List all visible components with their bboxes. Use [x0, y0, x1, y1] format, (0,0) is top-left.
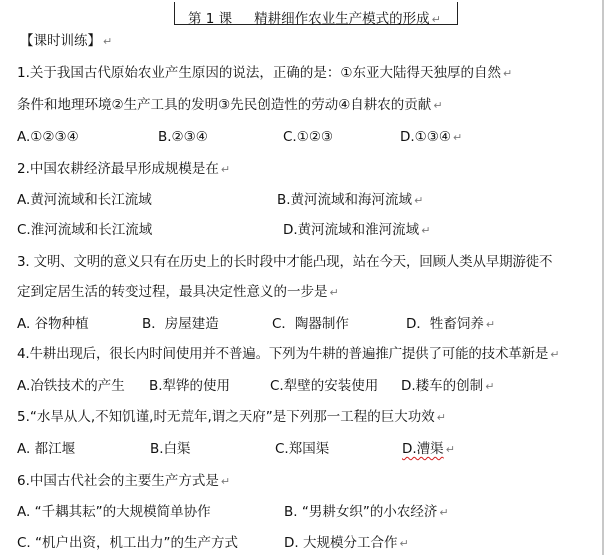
q4-option-c: C.犁壁的安装使用 [270, 378, 379, 394]
paragraph-mark-icon: ↵ [445, 443, 455, 456]
q6-option-c: C. “机户出资，机工出力”的生产方式 [17, 535, 238, 551]
q1-option-b: B.②③④ [158, 129, 208, 145]
q1-option-c: C.①②③ [283, 129, 334, 145]
paragraph-mark-icon: ↵ [220, 163, 231, 176]
q2-option-b: B.黄河流域和海河流域 ↵ [277, 192, 424, 208]
lesson-number: 第 1 课 [188, 11, 233, 27]
q4-stem: 4.牛耕出现后，很长内时间使用并不普遍。下列为牛耕的普遍推广提供了可能的技术革新是 ↵ [17, 346, 560, 362]
q6-option-d: D. 大规模分工合作 ↵ [284, 535, 409, 551]
q2-stem: 2.中国农耕经济最早形成规模是在 ↵ [17, 161, 231, 177]
q1-option-d: D.①③④ ↵ [400, 129, 463, 145]
paragraph-mark-icon: ↵ [399, 537, 409, 550]
q1-stem-line-2: 条件和地理环境②生产工具的发明③先民创造性的劳动④自耕农的贡献 ↵ [17, 97, 443, 113]
q4-option-d: D.耧车的创制 ↵ [401, 378, 495, 394]
paragraph-mark-icon: ↵ [414, 194, 424, 207]
paragraph-mark-icon: ↵ [329, 286, 339, 299]
q2-option-c: C.淮河流域和长江流域 [17, 222, 153, 238]
q3-option-a: A. 谷物种植 [17, 316, 89, 332]
paragraph-mark-icon: ↵ [550, 348, 560, 361]
q5-option-d: D.漕渠 ↵ [402, 441, 455, 457]
q3-option-d: D．牲畜饲养 ↵ [406, 316, 496, 332]
q3-stem-line-1: 3. 文明、文明的意义只有在历史上的长时段中才能凸现，站在今天，回顾人类从早期游徙不 [17, 254, 553, 270]
q2-option-a: A.黄河流域和长江流域 [17, 192, 152, 208]
paragraph-mark-icon: ↵ [439, 506, 449, 519]
q6-option-b: B. “男耕女织”的小农经济 ↵ [284, 504, 449, 520]
q6-option-a: A. “千耦其耘”的大规模简单协作 [17, 504, 211, 520]
paragraph-mark-icon: ↵ [502, 67, 513, 80]
paragraph-mark-icon: ↵ [485, 380, 495, 393]
paragraph-mark-icon: ↵ [436, 411, 446, 424]
q1-stem-line-1: 1.关于我国古代原始农业产生原因的说法，正确的是：①东亚大陆得天独厚的自然 ↵ [17, 65, 513, 81]
q5-stem: 5.“水旱从人,不知饥谨,时无荒年,谓之天府”是下列那一工程的巨大功效 ↵ [17, 409, 446, 425]
page-title [188, 7, 441, 27]
q5-option-b: B.白渠 [150, 441, 191, 457]
paragraph-mark-icon: ↵ [103, 35, 113, 48]
paragraph-mark-icon: ↵ [220, 475, 231, 488]
paragraph-mark-icon: ↵ [485, 318, 496, 331]
paragraph-mark-icon: ↵ [421, 224, 431, 237]
q4-option-a: A.冶铁技术的产生 [17, 378, 125, 394]
paragraph-mark-icon: ↵ [431, 13, 441, 26]
q1-option-a: A.①②③④ [17, 129, 79, 145]
paragraph-mark-icon: ↵ [433, 99, 443, 112]
lesson-name: 精耕细作农业生产模式的形成 [254, 11, 430, 27]
q6-stem: 6.中国古代社会的主要生产方式是 ↵ [17, 473, 231, 489]
q3-option-b: B．房屋建造 [142, 316, 219, 332]
section-heading: 【课时训练】 ↵ [20, 33, 113, 49]
q3-stem-line-2: 定到定居生活的转变过程，最具决定性意义的一步是 ↵ [17, 284, 339, 300]
q4-option-b: B.犁铧的使用 [149, 378, 231, 394]
q5-option-c: C.郑国渠 [275, 441, 330, 457]
q5-option-a: A. 都江堰 [17, 441, 76, 457]
paragraph-mark-icon: ↵ [453, 131, 463, 144]
q3-option-c: C．陶器制作 [272, 316, 349, 332]
q2-option-d: D.黄河流域和淮河流域 ↵ [283, 222, 431, 238]
